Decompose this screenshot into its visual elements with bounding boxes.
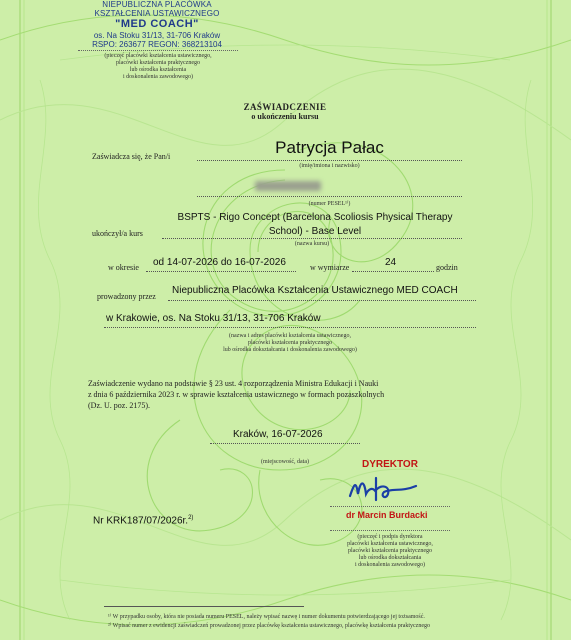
pesel-redacted <box>255 181 321 191</box>
place-date-value: Kraków, 16-07-2026 <box>233 429 323 440</box>
course-label: ukończył/a kurs <box>92 229 143 238</box>
certify-label: Zaświadcza się, że Pan/i <box>92 152 171 161</box>
pesel-line <box>197 196 462 197</box>
organizer-value: Niepubliczna Placówka Kształcenia Ustawicznego MED COACH <box>172 285 458 296</box>
footnote-1: ¹⁾ W przypadku osoby, która nie posiada numeru PESEL, należy wpisać nazwę i numer dokumentu potwierdzającego jej tożsamość. <box>108 614 425 620</box>
period-label: w okresie <box>108 263 139 272</box>
signature-caption-line: i doskonalenia zawodowego) <box>355 562 425 568</box>
signature-caption-line: placówki kształcenia ustawicznego, <box>347 541 433 547</box>
stamp-line-3: "MED COACH" <box>115 18 199 30</box>
footnote-separator <box>104 606 304 607</box>
stamp-caption-line: placówki kształcenia praktycznego <box>116 60 200 66</box>
address-caption-line: lub ośrodka dokształcania i doskonalenia zawodowego) <box>223 347 357 353</box>
signature-caption-line: placówki kształcenia praktycznego <box>348 548 432 554</box>
document-title: ZAŚWIADCZENIE <box>243 102 327 112</box>
address-caption-line: (nazwa i adres placówki kształcenia ustawicznego, <box>229 333 351 339</box>
signature-scribble <box>342 472 422 506</box>
signature-line <box>330 506 450 507</box>
place-date-line <box>210 443 360 444</box>
legal-basis <box>88 378 384 411</box>
stamp-line-2: KSZTAŁCENIA USTAWICZNEGO <box>94 9 220 18</box>
director-title: DYREKTOR <box>362 459 418 470</box>
certificate-number-sup: 2) <box>188 515 194 521</box>
course-name <box>155 211 475 239</box>
stamp-caption-line: (pieczęć placówki kształcenia ustawicznego, <box>104 53 212 59</box>
course-line <box>162 238 462 239</box>
certificate-number <box>93 515 193 526</box>
director-name: dr Marcin Burdacki <box>346 510 428 520</box>
stamp-line-4: os. Na Stoku 31/13, 31-706 Kraków <box>93 31 221 40</box>
institution-stamp <box>72 0 242 49</box>
stamp-caption-line: i doskonalenia zawodowego) <box>123 74 193 80</box>
legal-line: z dnia 6 października 2023 r. w sprawie kształcenia ustawicznego w formach pozaszkolnych <box>88 390 385 399</box>
hours-line <box>352 271 434 272</box>
stamp-divider <box>78 50 238 51</box>
certificate-number-value: Nr KRK187/07/2026r. <box>93 515 189 527</box>
name-line <box>197 160 462 161</box>
legal-line: Zaświadczenie wydano na podstawie § 23 ust. 4 rozporządzenia Ministra Edukacji i Nauki <box>88 379 379 388</box>
hours-value: 24 <box>385 257 397 268</box>
place-date-caption: (miejscowość, data) <box>261 459 309 465</box>
organizer-label: prowadzony przez <box>97 292 156 301</box>
name-caption: (imię/imiona i nazwisko) <box>299 163 360 169</box>
address-line <box>104 327 476 328</box>
document-header <box>185 102 385 121</box>
signature-caption-line: (pieczęć i podpis dyrektora <box>357 534 423 540</box>
stamp-caption-line: lub ośrodka kształcenia <box>129 67 187 73</box>
address-caption <box>150 333 430 354</box>
hours-unit: godzin <box>436 263 458 272</box>
footnote-2: ²⁾ Wpisać numer z ewidencji zaświadczeń prowadzonej przez placówkę kształcenia ustawicznego, placówkę kształcenia praktycznego <box>108 623 431 629</box>
document-subtitle: o ukończeniu kursu <box>251 112 319 121</box>
pesel-caption: (numer PESEL¹⁾) <box>308 201 351 207</box>
signature-caption <box>330 530 450 569</box>
course-caption: (nazwa kursu) <box>294 241 330 247</box>
stamp-caption <box>78 53 238 81</box>
stamp-line-1: NIEPUBLICZNA PLACÓWKA <box>102 0 212 9</box>
signature-caption-line: lub ośrodka dokształcania <box>358 555 422 561</box>
period-line <box>146 271 296 272</box>
hours-label: w wymiarze <box>310 263 350 272</box>
recipient-name: Patrycja Pałac <box>275 138 384 157</box>
legal-line: (Dz. U. poz. 2175). <box>88 401 150 410</box>
footnotes <box>108 613 548 631</box>
organizer-line <box>168 300 476 301</box>
address-value: w Krakowie, os. Na Stoku 31/13, 31-706 Kraków <box>106 313 321 324</box>
address-caption-line: placówki kształcenia praktycznego <box>248 340 332 346</box>
stamp-line-5: RSPO: 263677 REGON: 368213104 <box>92 40 222 49</box>
course-line-2: School) - Base Level <box>268 226 362 237</box>
course-line-1: BSPTS - Rigo Concept (Barcelona Scoliosis Physical Therapy <box>177 212 453 223</box>
period-value: od 14-07-2026 do 16-07-2026 <box>153 257 286 268</box>
